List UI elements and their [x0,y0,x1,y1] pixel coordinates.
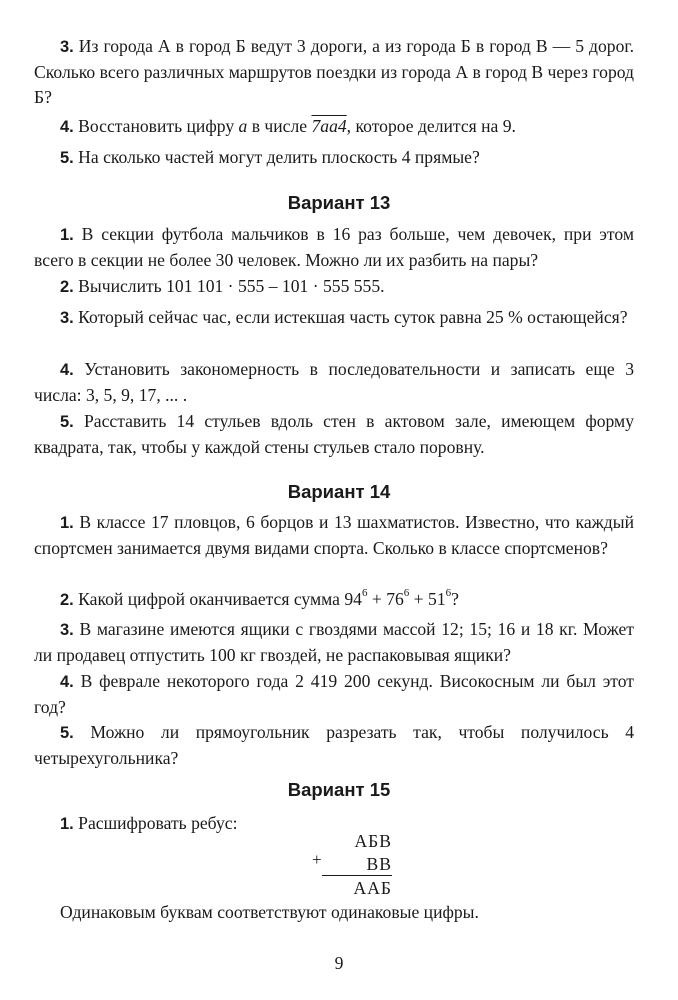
problem-5 [34,145,634,171]
problem-number: 3. [60,38,74,56]
note-text: Одинаковым буквам соответствуют одинаковые цифры. [60,902,479,922]
problem-number: 5. [60,149,74,167]
problem-text-before: Восстановить цифру [78,116,239,136]
problem-text: Расставить 14 стульев вдоль стен в актовом зале, имеющем форму квадрата, так, чтобы у каждой стены стульев стало поровну. [34,411,634,457]
problem-number: 1. [60,226,74,244]
problem-text-after: ? [451,589,459,609]
variant-15-title: Вариант 15 [287,779,391,800]
problem-number: 2. [60,278,74,296]
problem-number: 4. [60,361,74,379]
variant-14-problem-3 [34,617,634,668]
problem-number: 5. [60,413,74,431]
base-3: 51 [428,589,446,609]
problem-text: В магазине имеются ящики с гвоздями массой 12; 15; 16 и 18 кг. Может ли продавец отпустить 100 кг гвоздей, не распаковывая ящики? [34,619,634,665]
problem-number: 3. [60,309,74,327]
problem-text: Установить закономерность в последовательности и записать еще 3 числа: 3, 5, 9, 17, ... . [34,359,634,405]
problem-text: Расшифровать ребус: [78,813,238,833]
variant-13-problem-2 [34,274,634,300]
plus-2: + [409,589,429,609]
problem-number: 3. [60,621,74,639]
variant-13-problem-1 [34,222,634,273]
problem-text-mid: в числе [247,116,312,136]
rebus-row-1: АБВ [354,831,392,851]
problem-number: 5. [60,724,74,742]
problem-4 [34,114,634,140]
sum-line [322,875,392,876]
variant-13-problem-4 [34,357,634,408]
exponent-2: 6 [403,587,410,600]
problem-text: Можно ли прямоугольник разрезать так, чтобы получилось 4 четырехугольника? [34,722,634,768]
problem-text: Вычислить 101 101 · 555 – 101 · 555 555. [78,276,385,296]
variant-14-title: Вариант 14 [287,481,391,502]
variant-14-problem-5 [34,720,634,771]
problem-number: 4. [60,673,74,691]
variable-a: a [238,116,248,136]
rebus-row-2: ВВ [366,854,392,874]
variant-14-problem-4 [34,669,634,720]
problem-text: В феврале некоторого года 2 419 200 секунд. Високосным ли был этот год? [34,671,635,717]
rebus-row-3: ААБ [353,878,392,898]
problem-number: 4. [60,118,74,136]
variant-13-problem-5 [34,409,634,460]
problem-text-after: , которое делится на 9. [346,116,516,136]
overlined-number: 7aa4 [311,116,347,136]
problem-text-before: Какой цифрой оканчивается сумма [78,589,345,609]
problem-text: В классе 17 пловцов, 6 борцов и 13 шахматистов. Известно, что каждый спортсмен занимается двумя видами спорта. Сколько в классе спортсменов? [34,512,634,558]
variant-14-problem-2 [34,587,634,613]
problem-number: 1. [60,815,74,833]
problem-number: 2. [60,591,74,609]
variant-14-problem-1 [34,510,634,561]
problem-3 [34,34,634,110]
base-1: 94 [344,589,362,609]
variant-15-problem-1 [34,811,634,837]
variant-13-problem-3 [34,305,634,331]
problem-text: Который сейчас час, если истекшая часть суток равна 25 % остающейся? [78,307,628,327]
plus-1: + [367,589,387,609]
base-2: 76 [386,589,404,609]
exponent-3: 6 [445,587,452,600]
exponent-1: 6 [361,587,368,600]
variant-13-title: Вариант 13 [287,192,391,213]
page-number: 9 [334,953,344,973]
variant-15-note [34,900,634,925]
problem-text: Из города А в город Б ведут 3 дороги, а из города Б в город В — 5 дорог. Сколько всего различных маршрутов поездки из города А в город В через город Б? [34,36,634,107]
problem-number: 1. [60,514,74,532]
problem-text: На сколько частей могут делить плоскость 4 прямые? [78,147,480,167]
plus-sign: + [312,850,322,869]
problem-text: В секции футбола мальчиков в 16 раз больше, чем девочек, при этом всего в секции не более 30 человек. Можно ли их разбить на пары? [34,224,634,270]
